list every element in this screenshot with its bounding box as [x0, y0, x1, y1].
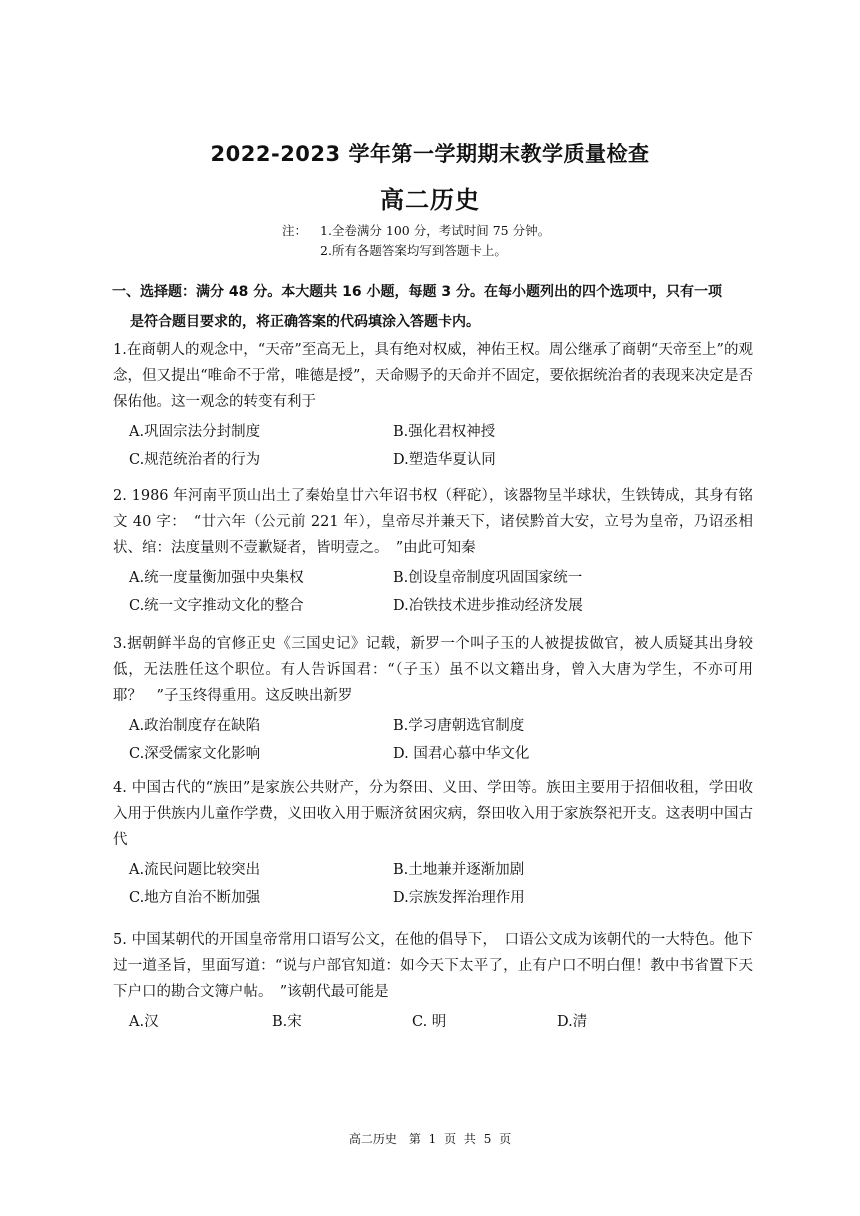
question-options [113, 709, 753, 767]
section-heading [112, 277, 762, 337]
option-c: C.统一文字推动文化的整合 [129, 598, 304, 614]
section-heading-line-1: 一、选择题：满分 48 分。本大题共 16 小题，每题 3 分。在每小题列出的四个选项中，只有一项 [112, 284, 722, 300]
question-stem: 1.在商朝人的观念中，“天帝”至高无上，具有绝对权威，神佑王权。周公继承了商朝“天帝至上”的观念，但又提出“唯命不于常，唯德是授”，天命赐予的天命并不固定，要依据统治者的表现来决定是否保佑他。这一观念的转变有利于 [113, 342, 753, 410]
exam-title: 2022-2023 学年第一学期期末教学质量检查 [210, 142, 650, 166]
option-a: A.流民问题比较突出 [129, 862, 261, 878]
subject-title: 高二历史 [380, 186, 480, 214]
question-5 [113, 927, 753, 1035]
option-b: B.创设皇帝制度巩固国家统一 [393, 570, 583, 586]
option-b: B.学习唐朝选官制度 [393, 718, 525, 734]
question-stem: 5. 中国某朝代的开国皇帝常用口语写公文，在他的倡导下， 口语公文成为该朝代的一大特色。他下过一道圣旨，里面写道：“说与户部官知道：如今天下太平了，止有户口不明白俚！教中书省置下天下户口的勘合文簿户帖。 ”该朝代最可能是 [113, 932, 753, 1000]
section-heading-line-2: 是符合题目要求的，将正确答案的代码填涂入答题卡内。 [130, 314, 480, 330]
option-b: B.强化君权神授 [393, 424, 496, 440]
option-a: A.巩固宗法分封制度 [129, 424, 261, 440]
exam-notes [282, 221, 550, 261]
option-c: C.深受儒家文化影响 [129, 746, 261, 762]
option-c: C. 明 [412, 1014, 447, 1030]
option-d: D.塑造华夏认同 [393, 452, 496, 468]
option-a: A.政治制度存在缺陷 [129, 718, 261, 734]
option-c: C.规范统治者的行为 [129, 452, 261, 468]
option-d: D.宗族发挥治理作用 [393, 890, 525, 906]
option-b: B.宋 [272, 1014, 302, 1030]
option-c: C.地方自治不断加强 [129, 890, 261, 906]
option-a: A.汉 [129, 1014, 159, 1030]
option-d: D.冶铁技术进步推动经济发展 [393, 598, 583, 614]
option-a: A.统一度量衡加强中央集权 [129, 570, 304, 586]
page-footer: 高二历史 第 1 页 共 5 页 [348, 1132, 512, 1146]
question-options [113, 853, 753, 911]
option-d: D. 国君心慕中华文化 [393, 746, 530, 762]
question-4 [113, 775, 753, 911]
question-2 [113, 483, 753, 619]
note-label: 注： [282, 223, 308, 238]
question-stem: 3.据朝鲜半岛的官修正史《三国史记》记载，新罗一个叫子玉的人被提拔做官，被人质疑其出身较低，无法胜任这个职位。有人告诉国君：“（子玉）虽不以文籍出身，曾入大唐为学生，不亦可用耶？ ”子玉终得重用。这反映出新罗 [113, 636, 753, 704]
note-text-2: 2.所有各题答案均写到答题卡上。 [320, 243, 507, 258]
question-3 [113, 631, 753, 767]
question-options [113, 561, 753, 619]
option-d: D.清 [557, 1014, 588, 1030]
note-text-1: 1.全卷满分 100 分，考试时间 75 分钟。 [320, 223, 551, 238]
question-options [113, 415, 753, 473]
question-options [113, 1005, 753, 1035]
question-stem: 2. 1986 年河南平顶山出土了秦始皇廿六年诏书权（秤砣），该器物呈半球状，生铁铸成，其身有铭文 40 字： “廿六年（公元前 221 年），皇帝尽并兼天下，诸侯黔首大安，立号为皇帝，乃诏丞相状、绾：法度量则不壹歉疑者，皆明壹之。 ”由此可知秦 [113, 488, 753, 556]
question-1 [113, 337, 753, 473]
option-b: B.土地兼并逐渐加剧 [393, 862, 525, 878]
note-line-1 [282, 221, 550, 241]
question-stem: 4. 中国古代的“族田”是家族公共财产，分为祭田、义田、学田等。族田主要用于招佃收租，学田收入用于供族内儿童作学费，义田收入用于赈济贫困灾病，祭田收入用于家族祭祀开支。这表明中国古代 [113, 780, 753, 848]
